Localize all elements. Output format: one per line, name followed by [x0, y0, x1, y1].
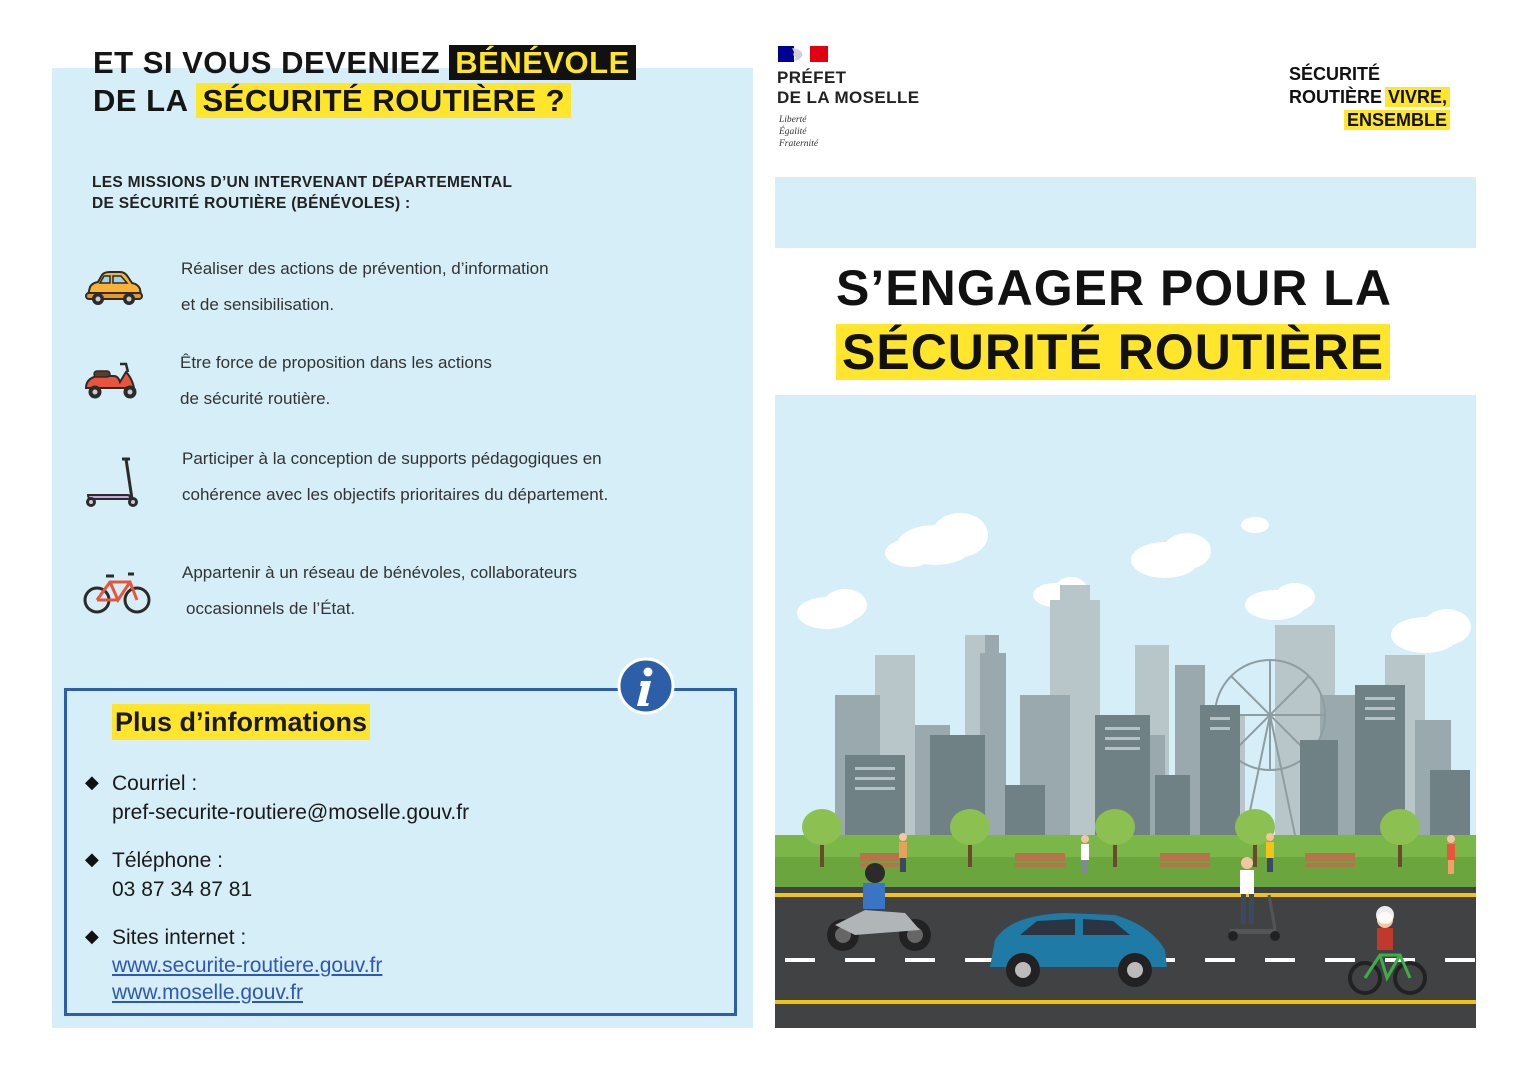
phone-block [112, 846, 252, 904]
scooter-icon [80, 358, 144, 406]
main-title [836, 256, 1392, 384]
missions-title-line1: LES MISSIONS D’UN INTERVENANT DÉPARTEMENTAL [92, 174, 513, 191]
info-title: Plus d’informations [112, 704, 370, 740]
securite-routiere-logo: SÉCURITÉ ROUTIÈRE VIVRE, ENSEMBLE [1289, 63, 1450, 132]
prefet-name: PRÉFET DE LA MOSELLE [777, 68, 920, 107]
marianne-logo-icon [778, 44, 828, 64]
phone-value: 03 87 34 87 81 [112, 878, 253, 901]
site-link-securite-routiere[interactable]: www.securite-routiere.gouv.fr [112, 954, 383, 977]
mission-item-1: Réaliser des actions de prévention, d’information et de sensibilisation. [181, 259, 549, 314]
headline [93, 44, 636, 120]
headline-highlight-securite: SÉCURITÉ ROUTIÈRE ? [196, 83, 571, 118]
main-title-line1: S’ENGAGER POUR LA [836, 260, 1392, 316]
bullet-diamond-icon: ◆ [85, 926, 99, 946]
email-block [112, 769, 469, 827]
sites-label: Sites internet : [112, 926, 247, 949]
email-label: Courriel : [112, 772, 198, 795]
phone-label: Téléphone : [112, 849, 223, 872]
missions-title [92, 172, 512, 214]
bicycle-icon [82, 568, 152, 616]
main-title-line2: SÉCURITÉ ROUTIÈRE [836, 324, 1390, 380]
mission-item-4: Appartenir à un réseau de bénévoles, collaborateurs occasionnels de l’État. [182, 563, 578, 618]
car-icon [80, 265, 144, 313]
bullet-diamond-icon: ◆ [85, 849, 99, 869]
headline-line2-prefix: DE LA [93, 83, 188, 118]
missions-title-line2: DE SÉCURITÉ ROUTIÈRE (BÉNÉVOLES) : [92, 195, 411, 212]
top-sky-strip [775, 177, 1476, 248]
headline-line1-prefix: ET SI VOUS DEVENIEZ [93, 45, 441, 80]
city-street-illustration [775, 395, 1476, 1028]
email-value[interactable]: pref-securite-routiere@moselle.gouv.fr [112, 801, 470, 824]
site-link-moselle[interactable]: www.moselle.gouv.fr [112, 981, 304, 1004]
headline-highlight-benevole: BÉNÉVOLE [449, 45, 636, 80]
prefet-motto: Liberté Égalité Fraternité [779, 115, 819, 149]
mission-item-3: Participer à la conception de supports pédagogiques en cohérence avec les objectifs prioritaires du département. [182, 449, 609, 504]
mission-item-2: Être force de proposition dans les actions de sécurité routière. [180, 353, 492, 408]
bullet-diamond-icon: ◆ [85, 772, 99, 792]
sites-block [112, 923, 382, 1006]
info-icon [617, 657, 675, 715]
kick-scooter-icon [82, 455, 144, 511]
